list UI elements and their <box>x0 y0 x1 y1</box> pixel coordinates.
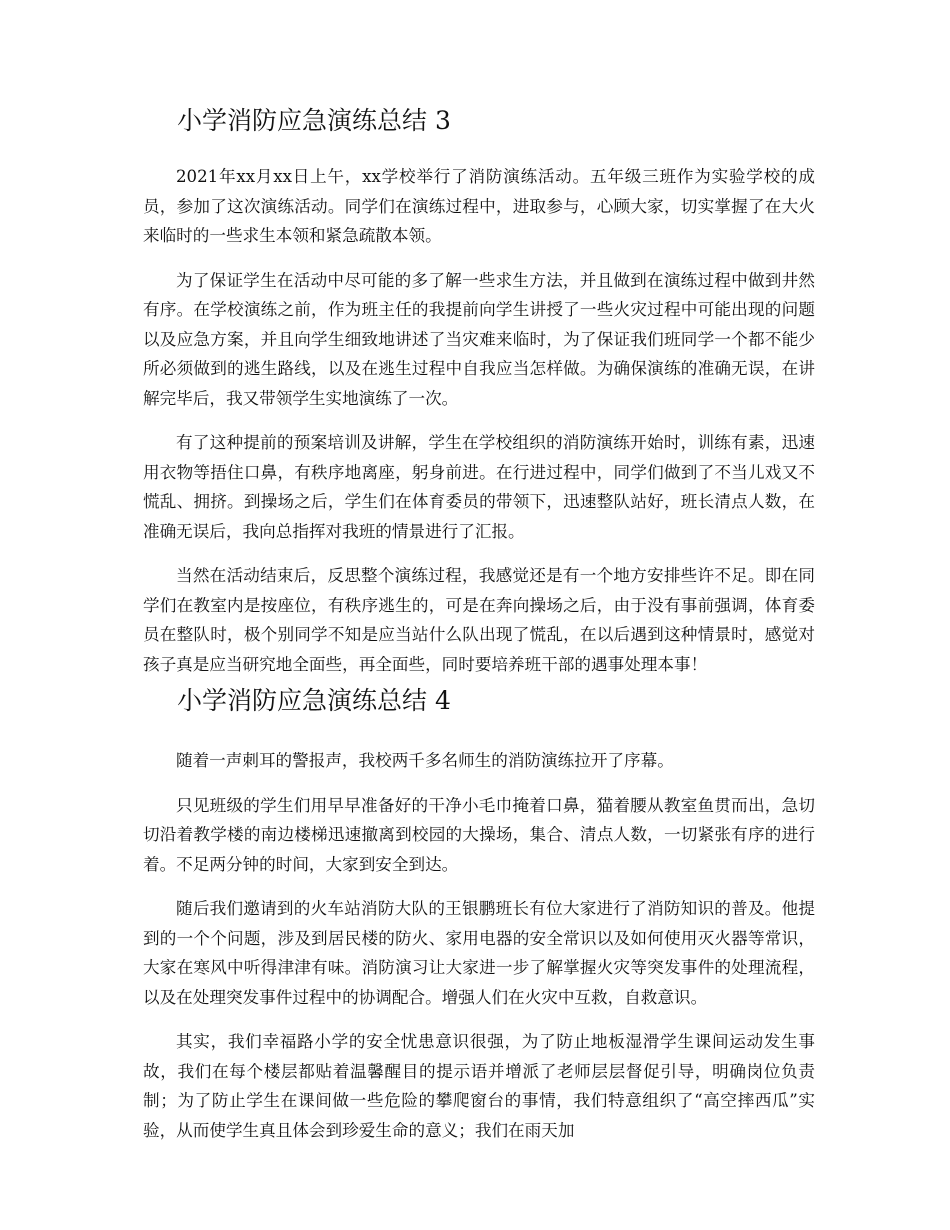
paragraph: 随着一声刺耳的警报声，我校两千多名师生的消防演练拉开了序幕。 <box>176 751 674 770</box>
section-4 <box>143 684 815 1145</box>
section-title: 小学消防应急演练总结 3 <box>177 106 451 135</box>
paragraph: 为了保证学生在活动中尽可能的多了解一些求生方法，并且做到在演练过程中做到井然有序。在学校演练之前，作为班主任的我提前向学生讲授了一些火灾过程中可能出现的问题以及应急方案，并且向学生细致地讲述了当灾难来临时，为了保证我们班同学一个都不能少所必须做到的逃生路线，以及在逃生过程中自我应当怎样做。为确保演练的准确无误，在讲解完毕后，我又带领学生实地演练了一次。 <box>143 270 815 408</box>
paragraph: 只见班级的学生们用早早准备好的干净小毛巾掩着口鼻，猫着腰从教室鱼贯而出，急切切沿着教学楼的南边楼梯迅速撤离到校园的大操场，集合、清点人数，一切紧张有序的进行着。不足两分钟的时间，大家到安全到达。 <box>143 795 815 874</box>
section-3 <box>143 104 815 679</box>
paragraph: 当然在活动结束后，反思整个演练过程，我感觉还是有一个地方安排些许不足。即在同学们在教室内是按座位，有秩序逃生的，可是在奔向操场之后，由于没有事前强调，体育委员在整队时，极个别同学不知是应当站什么队出现了慌乱，在以后遇到这种情景时，感觉对孩子真是应当研究地全面些，再全面些，同时要培养班干部的遇事处理本事！ <box>143 566 815 674</box>
document-page <box>143 104 815 1160</box>
paragraph: 其实，我们幸福路小学的安全忧患意识很强，为了防止地板湿滑学生课间运动发生事故，我们在每个楼层都贴着温馨醒目的提示语并增派了老师层层督促引导，明确岗位负责制；为了防止学生在课间做一些危险的攀爬窗台的事情，我们特意组织了“高空摔西瓜”实验，从而使学生真且体会到珍爱生命的意义；我们在雨天加 <box>143 1032 815 1140</box>
paragraph: 2021年xx月xx日上午，xx学校举行了消防演练活动。五年级三班作为实验学校的成员，参加了这次演练活动。同学们在演练过程中，进取参与，心顾大家，切实掌握了在大火来临时的一些求生本领和紧急疏散本领。 <box>143 167 815 245</box>
paragraph: 随后我们邀请到的火车站消防大队的王银鹏班长有位大家进行了消防知识的普及。他提到的一个个问题，涉及到居民楼的防火、家用电器的安全常识以及如何使用灭火器等常识，大家在寒风中听得津津有味。消防演习让大家进一步了解掌握火灾等突发事件的处理流程，以及在处理突发事件过程中的协调配合。增强人们在火灾中互救，自救意识。 <box>143 899 815 1007</box>
section-title: 小学消防应急演练总结 4 <box>177 686 451 715</box>
paragraph: 有了这种提前的预案培训及讲解，学生在学校组织的消防演练开始时，训练有素，迅速用衣物等捂住口鼻，有秩序地离座，躬身前进。在行进过程中，同学们做到了不当儿戏又不慌乱、拥挤。到操场之后，学生们在体育委员的带领下，迅速整队站好，班长清点人数，在准确无误后，我向总指挥对我班的情景进行了汇报。 <box>143 433 815 541</box>
